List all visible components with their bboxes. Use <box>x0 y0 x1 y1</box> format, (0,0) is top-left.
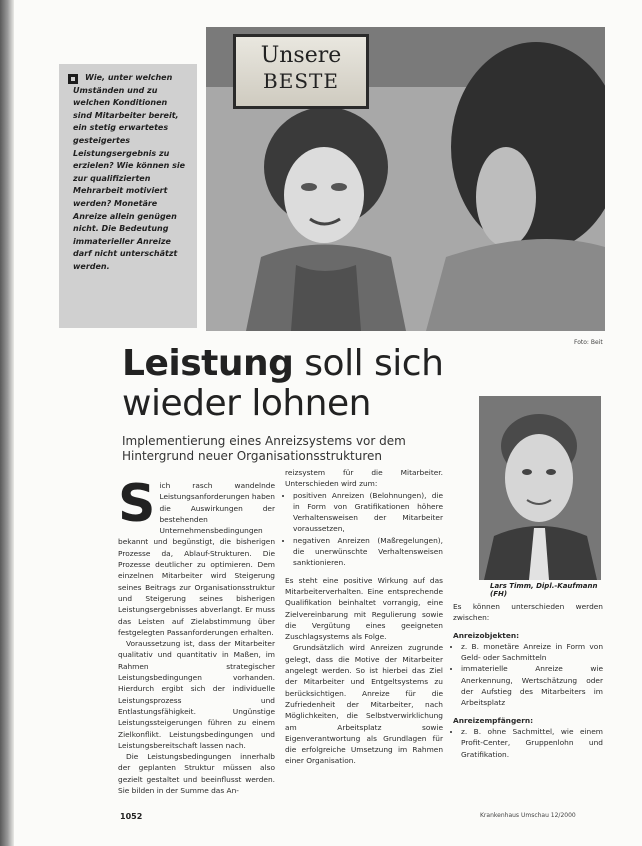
page-binding-shadow <box>0 0 14 846</box>
author-caption: Lars Timm, Dipl.-Kaufmann (FH) <box>490 582 598 598</box>
list-item: • positiven Anreizen (Belohnungen), die in Form von Gratifikationen höhere Verhaltensweisen der Mitarbeiter voraussetzen, <box>293 490 443 535</box>
col2-paragraph-1: reizsystem für die Mitarbeiter. Unterschieden wird zum: <box>285 468 443 489</box>
article-photo <box>206 27 605 331</box>
col3-paragraph-1: Es können unterschieden werden zwischen: <box>453 602 603 623</box>
body-column-3 <box>453 601 603 760</box>
list-item: • z. B. ohne Sachmittel, wie einem Profit-Center, Gruppenlohn und Gratifikation. <box>461 726 603 760</box>
list-item: • negativen Anreizen (Maßregelungen), die unerwünschte Verhaltensweisen sanktionieren. <box>293 535 443 569</box>
headline-line1-rest: soll sich <box>293 343 444 384</box>
headline-bold-word: Leistung <box>122 343 294 384</box>
col3-heading-anreizobjekte: Anreizobjekten: <box>453 630 520 640</box>
col3-heading-anreizempfaenger: Anreizempfängern: <box>453 715 534 725</box>
author-portrait <box>479 396 601 580</box>
col2-bullet-list <box>285 490 443 569</box>
unsere-beste-sign <box>233 34 369 109</box>
article-subtitle: Implementierung eines Anreizsystems vor dem Hintergrund neuer Organisationsstrukturen <box>122 434 406 463</box>
col2-paragraph-2: Es steht eine positive Wirkung auf das Mitarbeiterverhalten. Eine entsprechende Qualifikation beinhaltet vorrangig, eine Zielvereinbarung mit Regulierung sowie die Vergütung eines geeigneten Zuschlagsystems als Folge. <box>285 575 443 642</box>
sign-line-2: BESTE <box>263 69 339 93</box>
list-item: • z. B. monetäre Anreize in Form von Geld- oder Sachmitteln <box>461 641 603 664</box>
article-headline <box>122 344 452 424</box>
body-column-2 <box>285 467 443 767</box>
headline-line2: wieder lohnen <box>122 383 371 424</box>
photo-credit: Foto: Beit <box>574 339 603 346</box>
sign-line-1: Unsere <box>260 43 342 68</box>
col1-paragraph-3: Die Leistungsbedingungen innerhalb der geplanten Struktur müssen also gezielt gestaltet und beeinflusst werden. Sie bilden in der Summe das An- <box>118 752 275 796</box>
col3-bullet-list-1 <box>453 641 603 709</box>
drop-cap: S <box>118 474 156 534</box>
col2-paragraph-3: Grundsätzlich wird Anreizen zugrunde gelegt, dass die Motive der Mitarbeiter angelegt werden. So ist hierbei das Ziel der Mitarbeiter und Entgeltsystems zu berücksichtigen. Anreize für die Zufriedenheit der Mitarbeiter, nach Möglichkeiten, die Selbstverwirklichung am Arbeitsplatz sowie Eigenverantwortung als Grundlagen für die erfolgreiche Umsetzung im Rahmen einer Organisation. <box>285 643 443 766</box>
col1-paragraph-1: ich rasch wandelnde Leistungsanforderungen haben die Auswirkungen der bestehenden Unternehmensbedingungen bekannt und begünstigt, die bisherigen Prozesse da, Ablauf-Strukturen. Die Prozesse deutlicher zu optimieren. Dem einzelnen Mitarbeiter wird Steigerung seines Beitrags zur Organisationsstruktur und Steigerung seines bisherigen Leistungsergebnisses abverlangt. Er muss das Leisten auf Zielabstimmung über festgelegten Passanforderungen erhalten. <box>118 481 275 637</box>
col3-bullet-list-2 <box>453 726 603 760</box>
intro-teaser-text: Wie, unter welchen Umständen und zu welchen Konditionen sind Mitarbeiter bereit, ein stetig erwartetes gesteigertes Leistungsergebnis zu erzielen? Wie können sie zur qualifizierten Mehrarbeit motiviert werden? Monetäre Anreize allein genügen nicht. Die Bedeutung immaterieller Anreize darf nicht unterschätzt werden. <box>73 73 186 271</box>
journal-footer: Krankenhaus Umschau 12/2000 <box>480 812 576 819</box>
list-item: • immaterielle Anreize wie Anerkennung, Wertschätzung oder der Aufstieg des Mitarbeiters im Arbeitsplatz <box>461 663 603 708</box>
col1-paragraph-2: Voraussetzung ist, dass der Mitarbeiter qualitativ und quantitativ in Maßen, im Rahmen strategischer Leistungsbedingungen vorhanden. Hierdurch ergibt sich der individuelle Leistungsprozess und Entlastungsfähigkeit. Ungünstige Leistungssteigerungen führen zu einem Zielkonflikt. Leistungsbedingungen und Leistungsbereitschaft lassen nach. <box>118 639 275 750</box>
author-illustration <box>479 396 601 580</box>
page-number: 1052 <box>120 812 143 821</box>
body-column-1 <box>118 474 275 796</box>
